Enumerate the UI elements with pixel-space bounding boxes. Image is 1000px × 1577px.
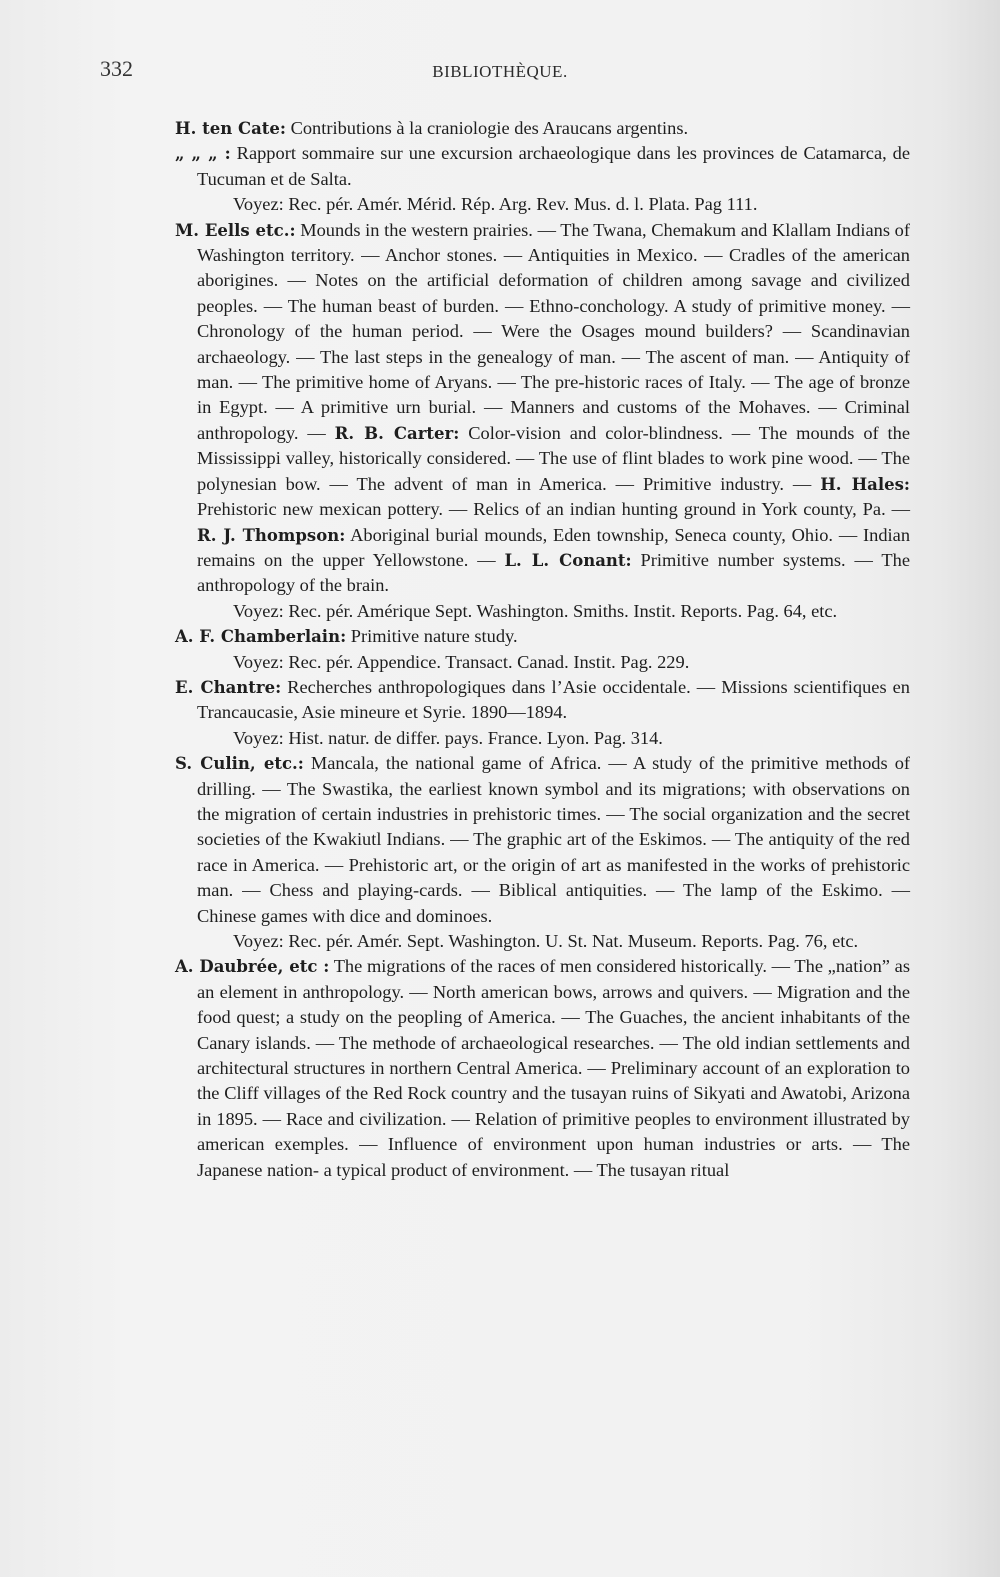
source-reference: Voyez: Rec. pér. Amérique Sept. Washington. Smiths. Instit. Reports. Pag. 64, etc. [233,600,838,621]
author-name: L. L. Conant: [504,550,632,570]
author-name: M. Eells etc.: [175,220,296,240]
source-reference: Voyez: Rec. pér. Amér. Sept. Washington. U. St. Nat. Museum. Reports. Pag. 76, etc. [233,931,859,951]
entry-titles: Primitive number systems. — The anthropology of the brain. [197,549,910,596]
entry-titles: Color-vision and color-blindness. — The mounds of the Mississippi valley, historically considered. — The use of flint blades to work pine wood. — The polynesian bow. — The advent of man in America. — Primitive industry. — [197,422,911,494]
bibliography-entry [175,675,910,726]
bibliography-entry [175,954,910,1183]
entry-titles: Rapport sommaire sur une excursion archaeologique dans les provinces de Catamarca, de Tucuman et de Salta. [197,143,910,189]
author-name: A. F. Chamberlain: [175,627,347,647]
running-title: BIBLIOTHÈQUE. [432,62,568,81]
entry-titles: Prehistoric new mexican pottery. — Relics of an indian hunting ground in York county, Pa. — [197,499,910,520]
entry-titles: Contributions à la craniologie des Araucans argentins. [285,118,689,138]
page-number: 332 [100,56,133,81]
entry-titles: Mounds in the western prairies. — The Twana, Chemakum and Klallam Indians of Washington territory. — Anchor stones. — Antiquities in Mexico. — Cradles of the american aborigines. — Notes on the artificial deformation of children among savage and civilized peoples. — The human beast of burden. — Ethno-conchology. A study of primitive money. — Chronology of the human period. — Were the Osages mound builders? — Scandinavian archaeology. — The last steps in the genealogy of man. — The ascent of man. — Antiquity of man. — The primitive home of Aryans. — The pre-historic races of Italy. — The age of bronze in Egypt. — A primitive urn burial. — Manners and customs of the Mohaves. — Criminal anthropology. — [197,219,910,443]
author-name: E. Chantre: [175,677,282,697]
author-name: A. Daubrée, etc : [175,957,330,977]
entry-titles: Mancala, the national game of Africa. — A study of the primitive methods of drilling. — The Swastika, the earliest known symbol and its migrations; with observations on the migration of certain industries in prehistoric times. — The social organization and the secret societies of the Kwakiutl Indians. — The graphic art of the Eskimos. — The antiquity of the red race in America. — Prehistoric art, or the origin of art as manifested in the works of prehistoric man. — Chess and playing-cards. — Biblical antiquities. — The lamp of the Eskimo. — Chinese games with dice and dominoes. [197,753,911,926]
author-name: S. Culin, etc.: [175,754,304,774]
author-name: H. Hales: [820,474,910,494]
entry-titles: Recherches anthropologiques dans l’Asie occidentale. — Missions scientifiques en Trancaucasie, Asie mineure et Syrie. 1890—1894. [197,676,910,723]
author-name: „ „ „ : [175,144,231,164]
author-name: R. J. Thompson: [197,525,346,545]
bibliography-entry [175,116,910,141]
entry-titles: Primitive nature study. [346,626,518,647]
author-name: R. B. Carter: [334,423,460,443]
bibliography-entry [175,218,910,599]
source-reference: Voyez: Rec. pér. Amér. Mérid. Rép. Arg. Rev. Mus. d. l. Plata. Pag 111. [233,194,758,215]
author-name: H. ten Cate: [175,119,286,138]
bibliography-list [175,116,910,1183]
bibliography-entry [175,141,910,192]
bibliography-entry [175,751,910,929]
source-reference: Voyez: Rec. pér. Appendice. Transact. Canad. Instit. Pag. 229. [233,651,690,672]
entry-titles: Aboriginal burial mounds, Eden township, Seneca county, Ohio. — Indian remains on the upper Yellowstone. — [197,524,911,570]
source-reference: Voyez: Hist. natur. de differ. pays. France. Lyon. Pag. 314. [233,727,663,748]
entry-titles: The migrations of the races of men considered historically. — The „nation” as an element in anthropology. — North american bows, arrows and quivers. — Migration and the food quest; a study on the peopling of America. — The Guaches, the ancient inhabitants of the Canary islands. — The methode of archaeological researches. — The old indian settlements and architectural structures in northern Central America. — Preliminary account of an exploration to the Cliff villages of the Red Rock country and the tusayan ruins of Sikyati and Awatobi, Arizona in 1895. — Race and civilization. — Relation of primitive peoples to environment illustrated by american exemples. — Influence of environment upon human industries or arts. — The Japanese nation- a typical product of environment. — The tusayan ritual [197,956,910,1180]
bibliography-entry [175,624,910,649]
